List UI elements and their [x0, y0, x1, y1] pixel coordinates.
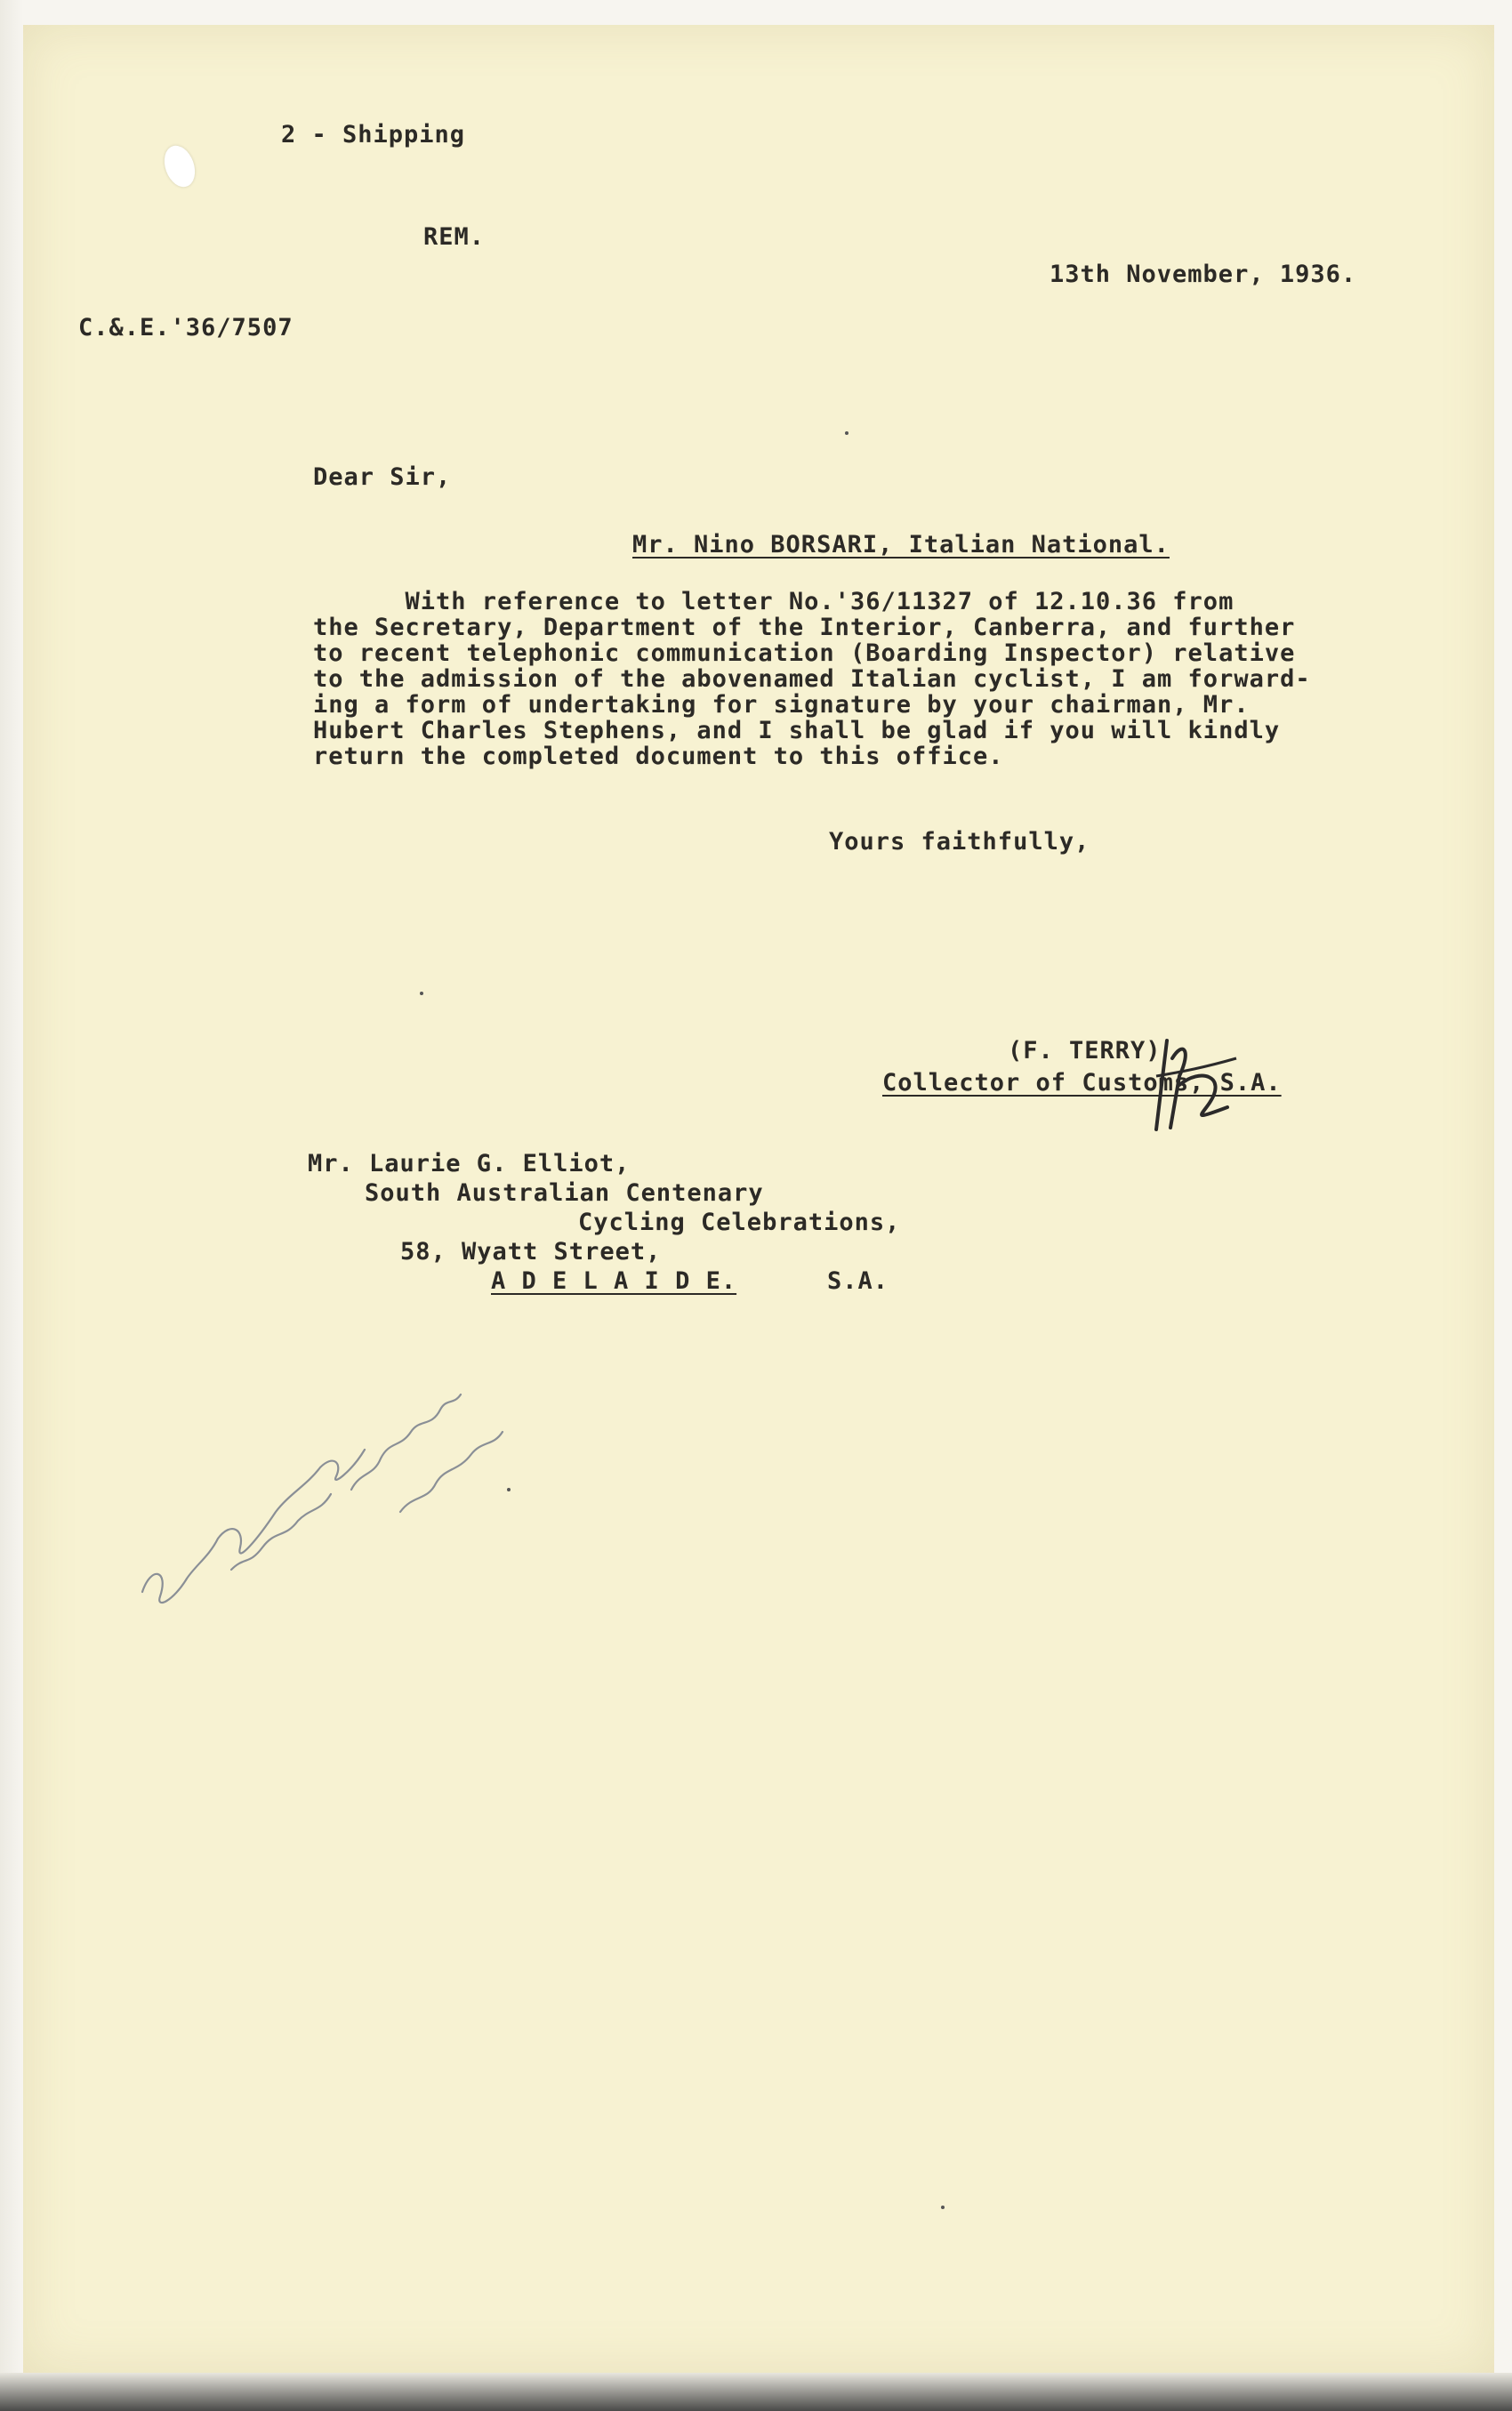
letter-subject: Mr. Nino BORSARI, Italian National. [632, 531, 1170, 559]
body-line: ing a form of undertaking for signature by your chairman, Mr. [313, 691, 1250, 719]
addressee-city: A D E L A I D E. [491, 1267, 737, 1295]
scan-speck [420, 992, 423, 995]
addressee-organisation-cont: Cycling Celebrations, [578, 1209, 901, 1236]
salutation: Dear Sir, [313, 463, 452, 491]
section-label: 2 - Shipping [281, 121, 466, 149]
body-line: the Secretary, Department of the Interior, Canberra, and further [313, 614, 1296, 641]
addressee-state: S.A. [827, 1267, 889, 1295]
body-line: With reference to letter No.'36/11327 of 12.10.36 from [313, 588, 1235, 615]
body-line: Hubert Charles Stephens, and I shall be glad if you will kindly [313, 717, 1281, 744]
body-line: return the completed document to this office. [313, 743, 1004, 770]
pencil-annotation [133, 1387, 560, 1619]
scan-bottom-edge [0, 2373, 1512, 2411]
scan-speck [507, 1488, 511, 1491]
letter-body [313, 589, 1478, 769]
scan-left-edge [0, 0, 23, 2411]
file-reference: C.&.E.'36/7507 [78, 314, 294, 342]
addressee-street: 58, Wyatt Street, [400, 1238, 662, 1266]
signatory-name: (F. TERRY) [1008, 1037, 1162, 1065]
body-line: to the admission of the abovenamed Italian cyclist, I am forward- [313, 665, 1311, 693]
scan-speck [941, 2206, 945, 2209]
handwritten-signature [1121, 1023, 1263, 1147]
typist-initials: REM. [423, 223, 486, 251]
body-line: to recent telephonic communication (Boarding Inspector) relative [313, 639, 1296, 667]
letter-date: 13th November, 1936. [1050, 261, 1357, 288]
closing: Yours faithfully, [829, 828, 1090, 856]
signatory-title: Collector of Customs, S.A. [882, 1069, 1282, 1097]
addressee-organisation: South Australian Centenary [365, 1179, 764, 1207]
addressee-name: Mr. Laurie G. Elliot, [308, 1150, 631, 1177]
scan-speck [845, 431, 848, 435]
